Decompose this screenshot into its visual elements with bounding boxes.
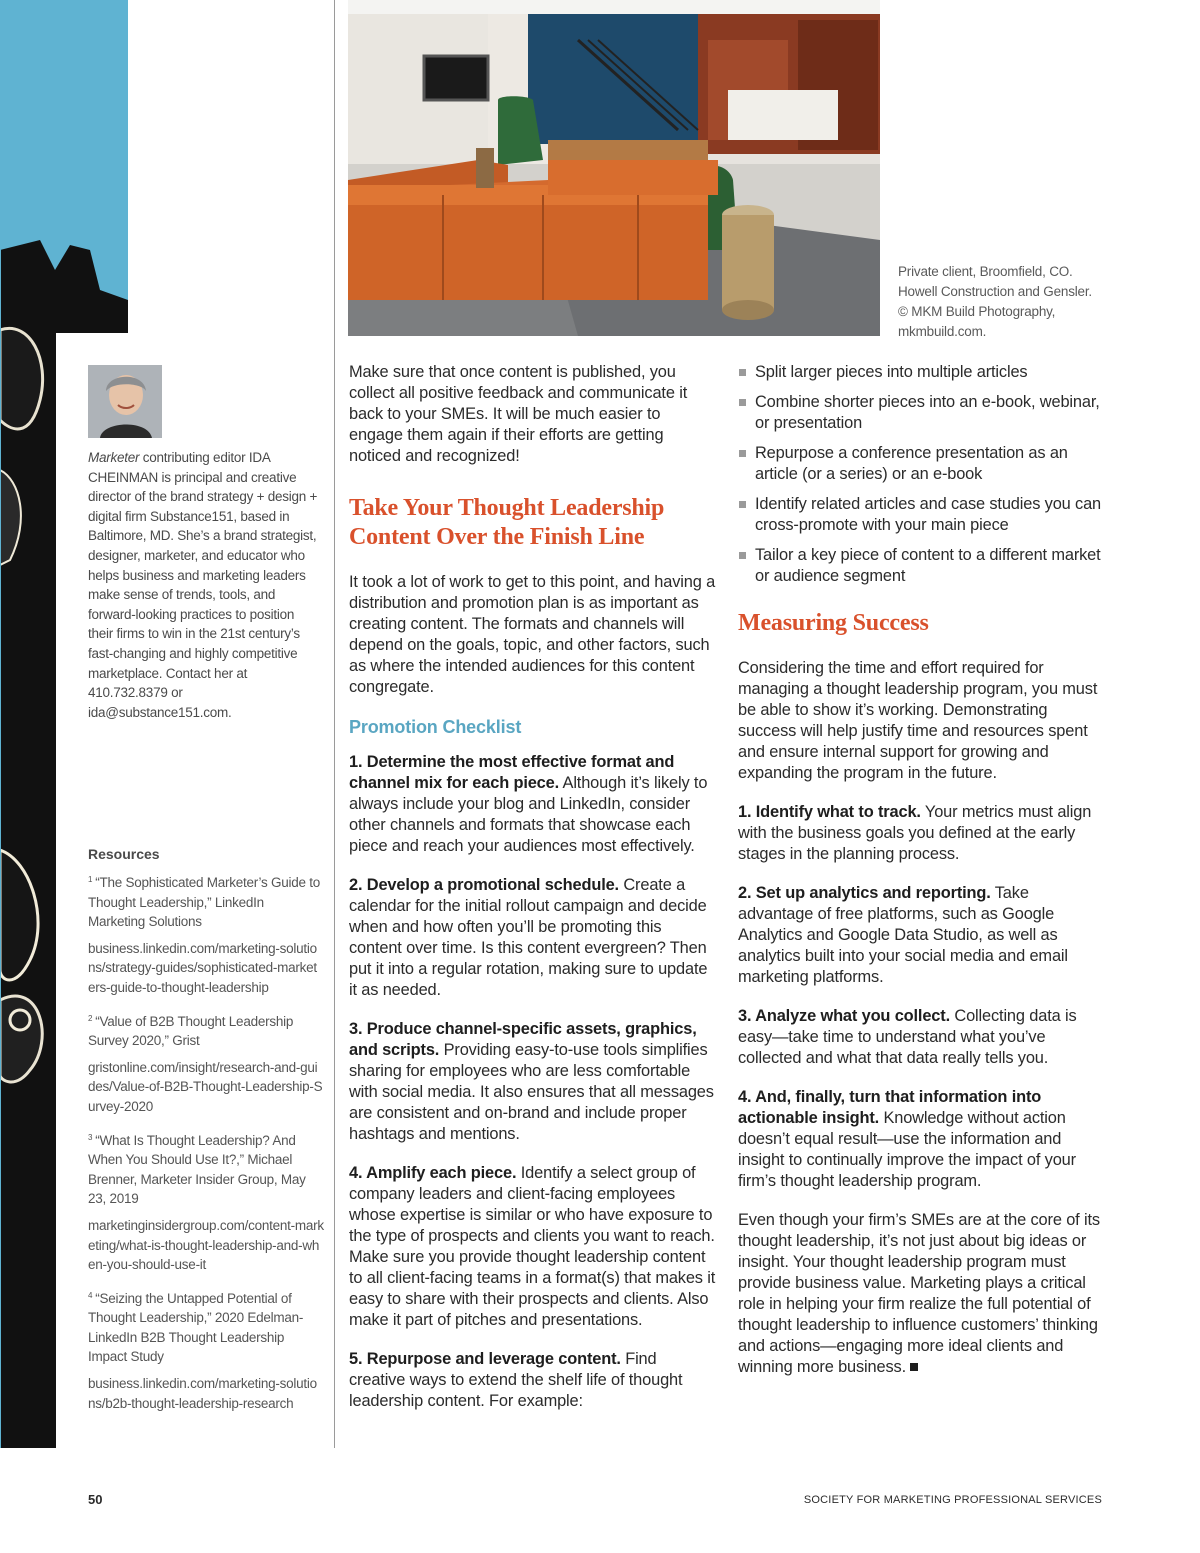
- resource-url: gristonline.com/insight/research-and-guides/Value-of-B2B-Thought-Leadership-Survey-2020: [88, 1059, 323, 1114]
- publication-name: SOCIETY FOR MARKETING PROFESSIONAL SERVICES: [803, 1494, 1102, 1506]
- resource-number: 3: [88, 1132, 93, 1142]
- measuring-step: [738, 1087, 1108, 1192]
- resource-number: 1: [88, 875, 93, 884]
- main-column-right: [738, 362, 1108, 1396]
- step-title: 4. Amplify each piece.: [349, 1164, 517, 1182]
- step-text: Providing easy-to-use tools simplifies sharing for employees who are less comfortable with social media. It also ensures that all messages are consistent and on-brand and include proper hashtags and mentions.: [349, 1041, 714, 1143]
- step-title: 4. And, finally, turn that information into actionable insight.: [738, 1088, 1042, 1127]
- step-title: 1. Identify what to track.: [738, 803, 921, 821]
- measuring-step: [738, 802, 1108, 865]
- step-text: Your metrics must align with the business goals you defined at the early stages in the planning process.: [738, 803, 1092, 863]
- resource-item: [88, 1289, 324, 1414]
- resource-item: [88, 873, 324, 998]
- main-column-left: [349, 362, 717, 1430]
- author-avatar: [88, 365, 162, 438]
- step-text: Take advantage of free platforms, such as Google Analytics and Google Data Studio, as well as analytics built into your social media and email marketing platforms.: [738, 884, 1068, 986]
- checklist-step: [349, 875, 717, 1001]
- step-title: 2. Develop a promotional schedule.: [349, 876, 619, 894]
- photo-caption: Private client, Broomfield, CO. Howell Construction and Gensler. © MKM Build Photography, mkmbuild.com.: [898, 264, 1092, 339]
- step-title: 1. Determine the most effective format and channel mix for each piece.: [349, 753, 675, 792]
- resource-number: 4: [88, 1290, 93, 1300]
- resource-item: [88, 1012, 324, 1117]
- measuring-paragraph: Considering the time and effort required for managing a thought leadership program, you must be able to show it’s working. Demonstrating success will help justify time and resources spent and ensure internal support for growing and expanding the program in the future.: [738, 659, 1098, 782]
- measuring-step: [738, 1006, 1108, 1069]
- step-text: Create a calendar for the initial rollout campaign and decide when and how often you’ll be promoting this content over time. Is this content evergreen? Then put it into a regular rotation, making sure to update it as needed.: [349, 876, 708, 999]
- column-divider: [334, 0, 335, 1448]
- author-bio: [88, 448, 320, 722]
- promotion-checklist-heading: Promotion Checklist: [349, 717, 522, 737]
- resources-title: Resources: [88, 846, 160, 862]
- step-text: Although it’s likely to always include your blog and LinkedIn, consider other channels and formats that showcase each piece and reach your audiences most effectively.: [349, 774, 708, 855]
- resource-url: marketinginsidergroup.com/content-marketing/what-is-thought-leadership-and-when-you-should-use-it: [88, 1217, 324, 1273]
- repurpose-bullet: Identify related articles and case studies you can cross-promote with your main piece: [738, 494, 1108, 536]
- resource-number: 2: [88, 1013, 93, 1023]
- finish-line-paragraph: It took a lot of work to get to this point, and having a distribution and promotion plan is as important as creating content. The formats and channels will depend on the goals, topic, and other factors, such as where the intended audiences for this content congregate.: [349, 573, 716, 696]
- repurpose-bullet: Combine shorter pieces into an e-book, webinar, or presentation: [738, 392, 1108, 434]
- checklist-step: [349, 1349, 717, 1412]
- step-title: 3. Analyze what you collect.: [738, 1007, 950, 1025]
- resource-item: [88, 1131, 324, 1275]
- closing-paragraph: [738, 1210, 1108, 1378]
- step-text: Knowledge without action doesn’t equal result—use the information and insight to continually improve the impact of your firm’s thought leadership program.: [738, 1109, 1076, 1190]
- repurpose-bullet: Split larger pieces into multiple articles: [738, 362, 1108, 383]
- resource-reference: “What Is Thought Leadership? And When You Should Use It?,” Michael Brenner, Marketer Insider Group, May 23, 2019: [88, 1132, 306, 1207]
- bio-magazine-name: Marketer: [88, 450, 140, 465]
- repurpose-bullet: Tailor a key piece of content to a different market or audience segment: [738, 545, 1108, 587]
- resource-url: business.linkedin.com/marketing-solutions/strategy-guides/sophisticated-marketers-guide-to-thought-leadership: [88, 940, 317, 995]
- interior-lounge-photo: [348, 0, 880, 336]
- checklist-step: [349, 752, 717, 857]
- resource-url: business.linkedin.com/marketing-solutions/b2b-thought-leadership-research: [88, 1376, 317, 1411]
- resource-reference: “Value of B2B Thought Leadership Survey 2020,” Grist: [88, 1013, 294, 1049]
- page-number: 50: [88, 1492, 103, 1507]
- section-heading-measuring-success: Measuring Success: [738, 610, 929, 636]
- resources-list: [88, 873, 324, 1427]
- step-text: Identify a select group of company leaders and client-facing employees whose expertise is similar or who have exposure to the type of prospects and clients you want to reach. Make sure you provide thought leadership content to all client-facing teams in a format(s) that makes it easy to share with their prospects and clients. Also make it part of pitches and presentations.: [349, 1164, 716, 1329]
- resource-reference: “The Sophisticated Marketer’s Guide to Thought Leadership,” LinkedIn Marketing Solutions: [88, 875, 321, 930]
- step-text: Find creative ways to extend the shelf life of thought leadership content. For example:: [349, 1350, 683, 1410]
- measuring-step: [738, 883, 1108, 988]
- end-mark-icon: [910, 1363, 918, 1371]
- closing-text: Even though your firm’s SMEs are at the core of its thought leadership, it’s not just about big ideas or insight. Your thought leadership program must provide business value. Marketing plays a critical role in helping your firm realize the full potential of thought leadership to influence customers’ thinking and actions—engaging more ideal clients and winning more business.: [738, 1211, 1100, 1376]
- step-title: 3. Produce channel-specific assets, graphics, and scripts.: [349, 1020, 697, 1059]
- section-heading-finish-line: Take Your Thought Leadership Content Over the Finish Line: [349, 495, 665, 550]
- step-text: Collecting data is easy—take time to understand what you’ve collected and what that data really tells you.: [738, 1007, 1077, 1067]
- resource-reference: “Seizing the Untapped Potential of Thought Leadership,” 2020 Edelman-LinkedIn B2B Thought Leadership Impact Study: [88, 1290, 304, 1365]
- intro-paragraph: Make sure that once content is published, you collect all positive feedback and communicate it back to your SMEs. It will be much easier to engage them again if their efforts are getting noticed and recognized!: [349, 363, 688, 465]
- repurpose-bullet: Repurpose a conference presentation as an article (or a series) or an e-book: [738, 443, 1108, 485]
- bio-text: contributing editor IDA CHEINMAN is principal and creative director of the brand strategy + design + digital firm Substance151, based in Baltimore, MD. She’s a brand strategist, designer, marketer, and educator who helps business and marketing leaders make sense of trends, tools, and forward-looking practices to position their firms to win in the 21st century’s fast-changing and highly competitive marketplace. Contact her at 410.732.8379 or ida@substance151.com.: [88, 450, 318, 720]
- checklist-step: [349, 1163, 717, 1331]
- step-title: 2. Set up analytics and reporting.: [738, 884, 991, 902]
- checklist-step: [349, 1019, 717, 1145]
- step-title: 5. Repurpose and leverage content.: [349, 1350, 621, 1368]
